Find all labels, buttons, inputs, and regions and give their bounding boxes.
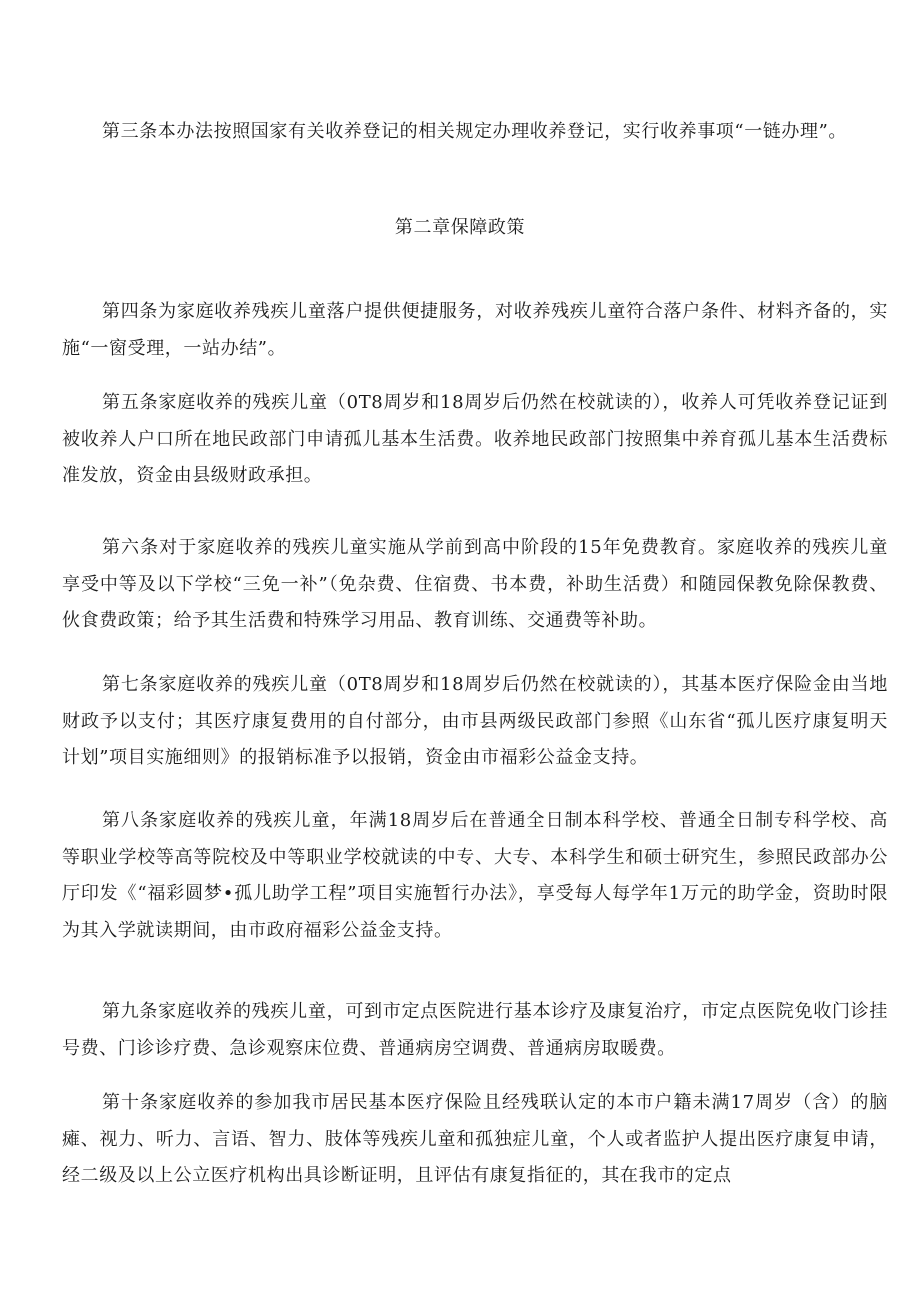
article-8-paragraph: 第八条家庭收养的残疾儿童，年满18周岁后在普通全日制本科学校、普通全日制专科学校、高等职业学校等高等院校及中等职业学校就读的中专、大专、本科学生和硕士研究生，参照民政部办公厅印发《“福彩圆梦•孤儿助学工程”项目实施暂行办法》，享受每人每学年1万元的助学金，资助时限为其入学就读期间，由市政府福彩公益金支持。 <box>62 810 888 941</box>
article-5-paragraph: 第五条家庭收养的残疾儿童（0T8周岁和18周岁后仍然在校就读的），收养人可凭收养登记证到被收养人户口所在地民政部门申请孤儿基本生活费。收养地民政部门按照集中养育孤儿基本生活费标准发放，资金由县级财政承担。 <box>62 392 888 486</box>
article-4-paragraph: 第四条为家庭收养残疾儿童落户提供便捷服务，对收养残疾儿童符合落户条件、材料齐备的，实施“一窗受理，一站办结”。 <box>62 301 888 359</box>
article-9-paragraph: 第九条家庭收养的残疾儿童，可到市定点医院进行基本诊疗及康复治疗，市定点医院免收门诊挂号费、门诊诊疗费、急诊观察床位费、普通病房空调费、普通病房取暖费。 <box>62 1001 888 1059</box>
article-10-paragraph: 第十条家庭收养的参加我市居民基本医疗保险且经残联认定的本市户籍未满17周岁（含）的脑瘫、视力、听力、言语、智力、肢体等残疾儿童和孤独症儿童，个人或者监护人提出医疗康复申请，经二级及以上公立医疗机构出具诊断证明，且评估有康复指征的，其在我市的定点 <box>62 1092 888 1186</box>
chapter-heading: 第二章保障政策 <box>394 217 526 238</box>
article-6-paragraph: 第六条对于家庭收养的残疾儿童实施从学前到高中阶段的15年免费教育。家庭收养的残疾儿童享受中等及以下学校“三免一补”（免杂费、住宿费、书本费，补助生活费）和随园保教免除保教费、伙食费政策；给予其生活费和特殊学习用品、教育训练、交通费等补助。 <box>62 537 888 631</box>
article-7-paragraph: 第七条家庭收养的残疾儿童（0T8周岁和18周岁后仍然在校就读的），其基本医疗保险金由当地财政予以支付；其医疗康复费用的自付部分，由市县两级民政部门参照《山东省“孤儿医疗康复明天计划”项目实施细则》的报销标准予以报销，资金由市福彩公益金支持。 <box>62 674 888 768</box>
article-3-paragraph: 第三条本办法按照国家有关收养登记的相关规定办理收养登记，实行收养事项“一链办理”。 <box>102 121 847 142</box>
